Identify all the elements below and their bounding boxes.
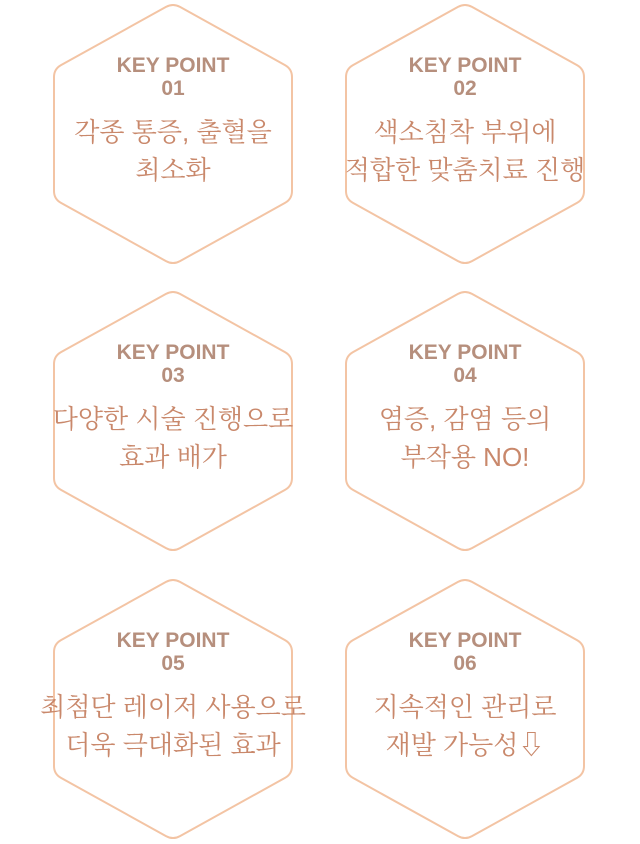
key-point-description-line1: 다양한 시술 진행으로: [52, 404, 294, 434]
key-point-content: [40, 577, 306, 841]
key-point-number: 01: [161, 77, 185, 100]
key-point-number: 03: [161, 364, 185, 387]
key-point-description: [345, 113, 586, 189]
key-point-label: KEY POINT: [116, 341, 230, 364]
key-point-label: KEY POINT: [116, 54, 230, 77]
key-point-description: [373, 688, 556, 764]
key-point-label: KEY POINT: [116, 629, 230, 652]
key-point-content: [345, 2, 585, 266]
key-point-description-line2: 재발 가능성⇩: [385, 730, 545, 760]
key-point-description-line2: 효과 배가: [119, 442, 227, 472]
key-point-label: KEY POINT: [408, 54, 522, 77]
key-point-content: [345, 289, 585, 553]
key-point-card: [345, 2, 585, 266]
key-point-description-line1: 색소침착 부위에: [373, 117, 557, 147]
key-point-description-line2: 부작용 NO!: [400, 442, 530, 472]
key-point-card: [40, 577, 306, 841]
key-point-description-line1: 최첨단 레이저 사용으로: [40, 692, 306, 722]
key-point-description-line1: 염증, 감염 등의: [378, 404, 552, 434]
key-point-content: [345, 577, 585, 841]
key-point-label: KEY POINT: [408, 341, 522, 364]
key-point-description: [379, 400, 551, 476]
key-point-description: [74, 113, 271, 189]
key-point-number: 04: [453, 364, 477, 387]
key-point-description-line1: 지속적인 관리로: [373, 692, 557, 722]
key-point-card: [345, 577, 585, 841]
key-point-number: 05: [161, 652, 185, 675]
key-point-number: 02: [453, 77, 477, 100]
key-point-number: 06: [453, 652, 477, 675]
key-point-description: [53, 400, 294, 476]
key-point-card: [53, 289, 293, 553]
key-point-description-line2: 더욱 극대화된 효과: [65, 730, 281, 760]
key-point-content: [53, 2, 293, 266]
key-point-description-line1: 각종 통증, 출혈을: [74, 117, 272, 147]
key-point-card: [53, 2, 293, 266]
key-point-description: [40, 688, 306, 764]
key-point-description-line2: 적합한 맞춤치료 진행: [344, 155, 586, 185]
key-point-description-line2: 최소화: [135, 155, 211, 185]
key-point-content: [53, 289, 293, 553]
key-point-label: KEY POINT: [408, 629, 522, 652]
key-point-card: [345, 289, 585, 553]
